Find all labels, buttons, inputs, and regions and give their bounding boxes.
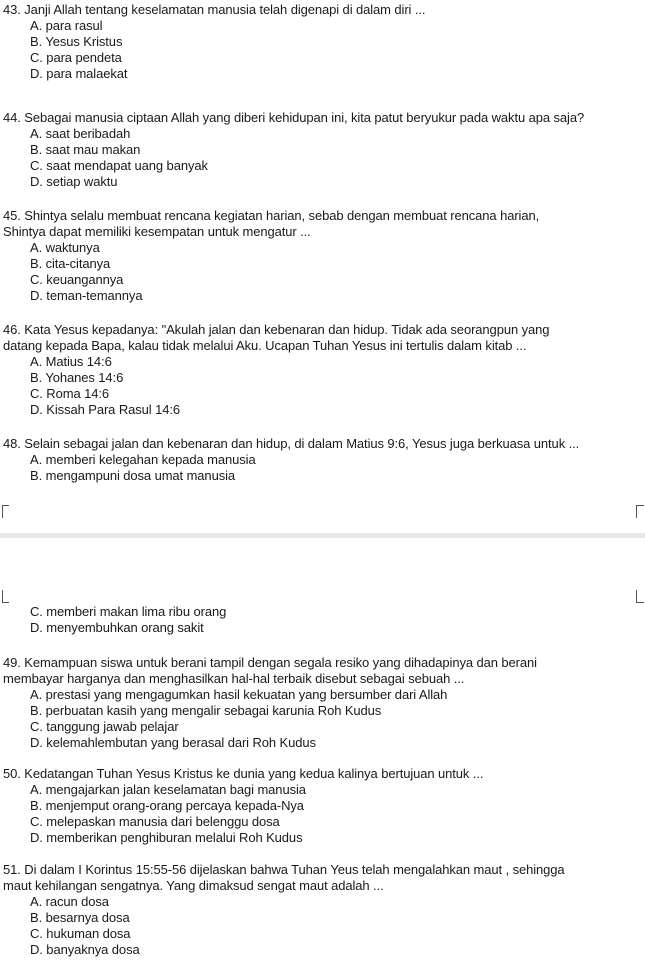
- question-49: [0, 655, 645, 751]
- question-stem: 44. Sebagai manusia ciptaan Allah yang diberi kehidupan ini, kita patut beryukur pada waktu apa saja?: [3, 110, 585, 125]
- question-stem: 51. Di dalam I Korintus 15:55-56 dijelaskan bahwa Tuhan Yeus telah mengalahkan maut , sehingga maut kehilangan sengatnya. Yang dimaksud sengat maut adalah ...: [3, 862, 565, 893]
- option-b: B. mengampuni dosa umat manusia: [30, 468, 236, 483]
- option-list: [0, 240, 645, 304]
- question-44: [0, 110, 645, 190]
- option-c: C. hukuman dosa: [30, 926, 131, 941]
- page-gap-divider: [0, 533, 645, 538]
- option-b: B. Yohanes 14:6: [30, 370, 124, 385]
- option-c: C. Roma 14:6: [30, 386, 110, 401]
- crop-mark: [2, 505, 9, 518]
- question-stem: 45. Shintya selalu membuat rencana kegiatan harian, sebab dengan membuat rencana harian, Shintya dapat memiliki kesempatan untuk mengatur ...: [3, 208, 540, 239]
- option-d: D. para malaekat: [30, 66, 128, 81]
- option-b: B. saat mau makan: [30, 142, 141, 157]
- question-46: [0, 322, 645, 418]
- option-d: D. banyaknya dosa: [30, 942, 140, 957]
- option-d: D. setiap waktu: [30, 174, 118, 189]
- option-list: [0, 687, 645, 751]
- question-stem: 46. Kata Yesus kepadanya: "Akulah jalan dan kebenaran dan hidup. Tidak ada seorangpun yang datang kepada Bapa, kalau tidak melalui Aku. Ucapan Tuhan Yesus ini tertulis dalam kitab ...: [3, 322, 550, 353]
- option-c: C. saat mendapat uang banyak: [30, 158, 208, 173]
- option-c: C. memberi makan lima ribu orang: [30, 604, 227, 619]
- option-b: B. cita-citanya: [30, 256, 111, 271]
- option-c: C. melepaskan manusia dari belenggu dosa: [30, 814, 280, 829]
- option-list: [0, 452, 645, 484]
- option-a: A. para rasul: [30, 18, 103, 33]
- option-a: A. Matius 14:6: [30, 354, 112, 369]
- option-list: [0, 126, 645, 190]
- option-list: [0, 604, 645, 636]
- option-d: D. teman-temannya: [30, 288, 143, 303]
- option-a: A. racun dosa: [30, 894, 109, 909]
- crop-mark: [636, 505, 644, 518]
- option-a: A. waktunya: [30, 240, 100, 255]
- option-b: B. besarnya dosa: [30, 910, 130, 925]
- question-43: [0, 2, 645, 82]
- option-c: C. tanggung jawab pelajar: [30, 719, 179, 734]
- question-stem: 49. Kemampuan siswa untuk berani tampil dengan segala resiko yang dihadapinya dan berani membayar harganya dan menghasilkan hal-hal terbaik disebut sebagai sebuah ...: [3, 655, 537, 686]
- question-45: [0, 208, 645, 304]
- question-51: [0, 862, 645, 958]
- option-b: B. Yesus Kristus: [30, 34, 123, 49]
- option-c: C. para pendeta: [30, 50, 122, 65]
- crop-mark: [636, 590, 644, 603]
- question-stem: 48. Selain sebagai jalan dan kebenaran dan hidup, di dalam Matius 9:6, Yesus juga berkuasa untuk ...: [3, 436, 580, 451]
- question-stem: 50. Kedatangan Tuhan Yesus Kristus ke dunia yang kedua kalinya bertujuan untuk ...: [3, 766, 484, 781]
- question-48-continued: [0, 604, 645, 636]
- option-b: B. perbuatan kasih yang mengalir sebagai karunia Roh Kudus: [30, 703, 382, 718]
- question-stem: 43. Janji Allah tentang keselamatan manusia telah digenapi di dalam diri ...: [3, 2, 426, 17]
- option-a: A. prestasi yang mengagumkan hasil kekuatan yang bersumber dari Allah: [30, 687, 448, 702]
- option-c: C. keuangannya: [30, 272, 124, 287]
- option-d: D. menyembuhkan orang sakit: [30, 620, 204, 635]
- option-a: A. memberi kelegahan kepada manusia: [30, 452, 256, 467]
- question-48: [0, 436, 645, 484]
- option-a: A. saat beribadah: [30, 126, 131, 141]
- option-list: [0, 354, 645, 418]
- option-list: [0, 894, 645, 958]
- option-b: B. menjemput orang-orang percaya kepada-Nya: [30, 798, 304, 813]
- option-d: D. kelemahlembutan yang berasal dari Roh Kudus: [30, 735, 316, 750]
- option-d: D. Kissah Para Rasul 14:6: [30, 402, 180, 417]
- option-a: A. mengajarkan jalan keselamatan bagi manusia: [30, 782, 306, 797]
- option-list: [0, 18, 645, 82]
- option-d: D. memberikan penghiburan melalui Roh Kudus: [30, 830, 303, 845]
- option-list: [0, 782, 645, 846]
- question-50: [0, 766, 645, 846]
- crop-mark: [2, 590, 9, 603]
